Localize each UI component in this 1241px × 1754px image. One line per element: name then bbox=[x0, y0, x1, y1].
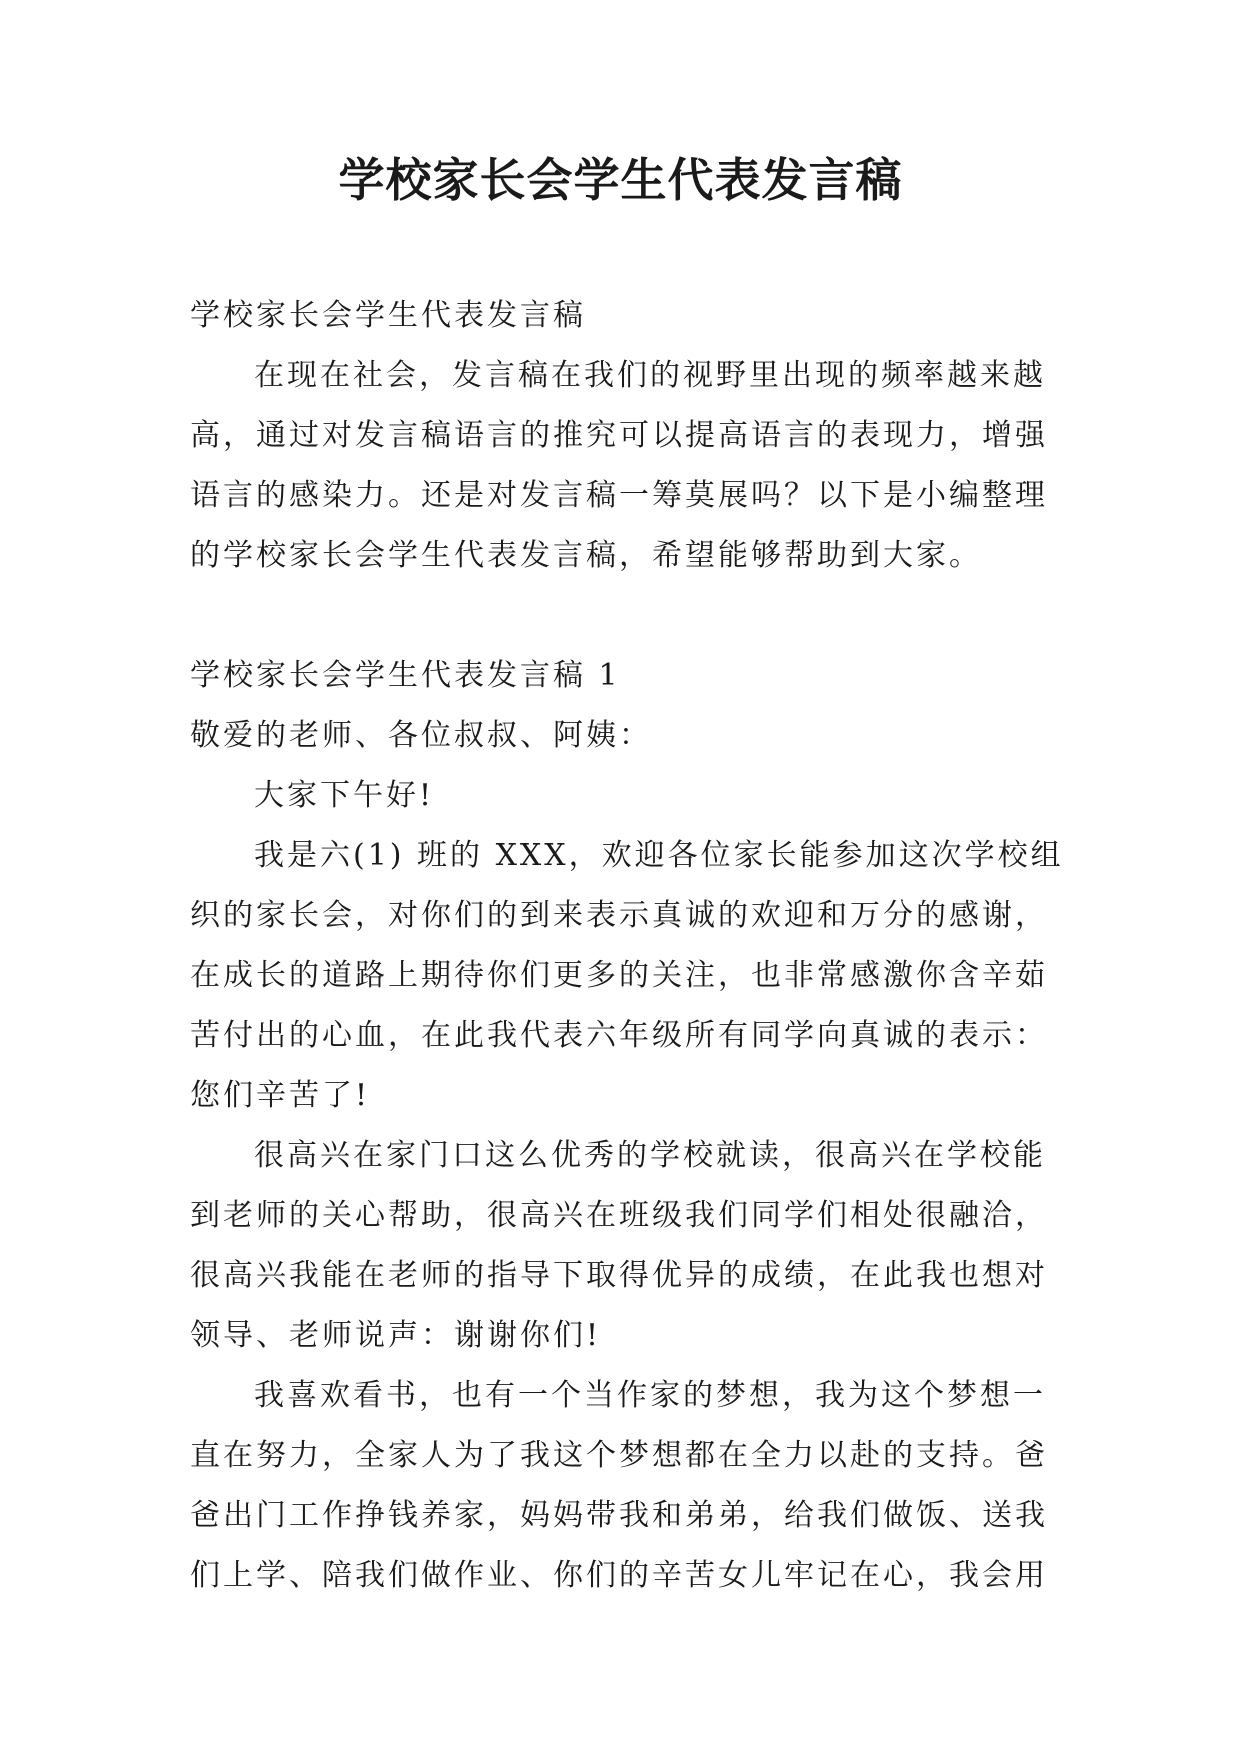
salutation-line: 敬爱的老师、各位叔叔、阿姨： bbox=[190, 718, 652, 753]
paragraph-line: 在现在社会，发言稿在我们的视野里出现的频率越来越 bbox=[254, 358, 1046, 393]
paragraph-line: 的学校家长会学生代表发言稿，希望能够帮助到大家。 bbox=[190, 538, 982, 573]
paragraph-line: 很高兴我能在老师的指导下取得优异的成绩，在此我也想对 bbox=[190, 1258, 1048, 1293]
paragraph-line: 领导、老师说声：谢谢你们! bbox=[190, 1318, 602, 1353]
paragraph-line: 到老师的关心帮助，很高兴在班级我们同学们相处很融洽， bbox=[190, 1198, 1048, 1233]
paragraph-gap bbox=[190, 586, 1060, 646]
document-body bbox=[190, 286, 1064, 1606]
paragraph-line: 我喜欢看书，也有一个当作家的梦想，我为这个梦想一 bbox=[254, 1378, 1046, 1413]
paragraph-line: 在成长的道路上期待你们更多的关注，也非常感激你含辛茹 bbox=[190, 958, 1048, 993]
subtitle-line: 学校家长会学生代表发言稿 bbox=[190, 298, 586, 333]
paragraph-line: 语言的感染力。还是对发言稿一筹莫展吗？以下是小编整理 bbox=[190, 478, 1048, 513]
document-title: 学校家长会学生代表发言稿 bbox=[338, 153, 903, 207]
paragraph-line: 我是六(1) 班的 XXX，欢迎各位家长能参加这次学校组 bbox=[254, 838, 1064, 873]
paragraph-line: 爸出门工作挣钱养家，妈妈带我和弟弟，给我们做饭、送我 bbox=[190, 1498, 1048, 1533]
paragraph-line: 苦付出的心血，在此我代表六年级所有同学向真诚的表示： bbox=[190, 1018, 1048, 1053]
greeting-line: 大家下午好! bbox=[254, 778, 435, 813]
paragraph-line: 织的家长会，对你们的到来表示真诚的欢迎和万分的感谢， bbox=[190, 898, 1048, 933]
paragraph-line: 很高兴在家门口这么优秀的学校就读，很高兴在学校能 bbox=[254, 1138, 1046, 1173]
paragraph-line: 直在努力，全家人为了我这个梦想都在全力以赴的支持。爸 bbox=[190, 1438, 1048, 1473]
paragraph-line: 高，通过对发言稿语言的推究可以提高语言的表现力，增强 bbox=[190, 418, 1048, 453]
section-heading: 学校家长会学生代表发言稿 1 bbox=[190, 658, 621, 693]
paragraph-line: 们上学、陪我们做作业、你们的辛苦女儿牢记在心，我会用 bbox=[190, 1558, 1048, 1593]
paragraph-line: 您们辛苦了! bbox=[190, 1078, 371, 1113]
